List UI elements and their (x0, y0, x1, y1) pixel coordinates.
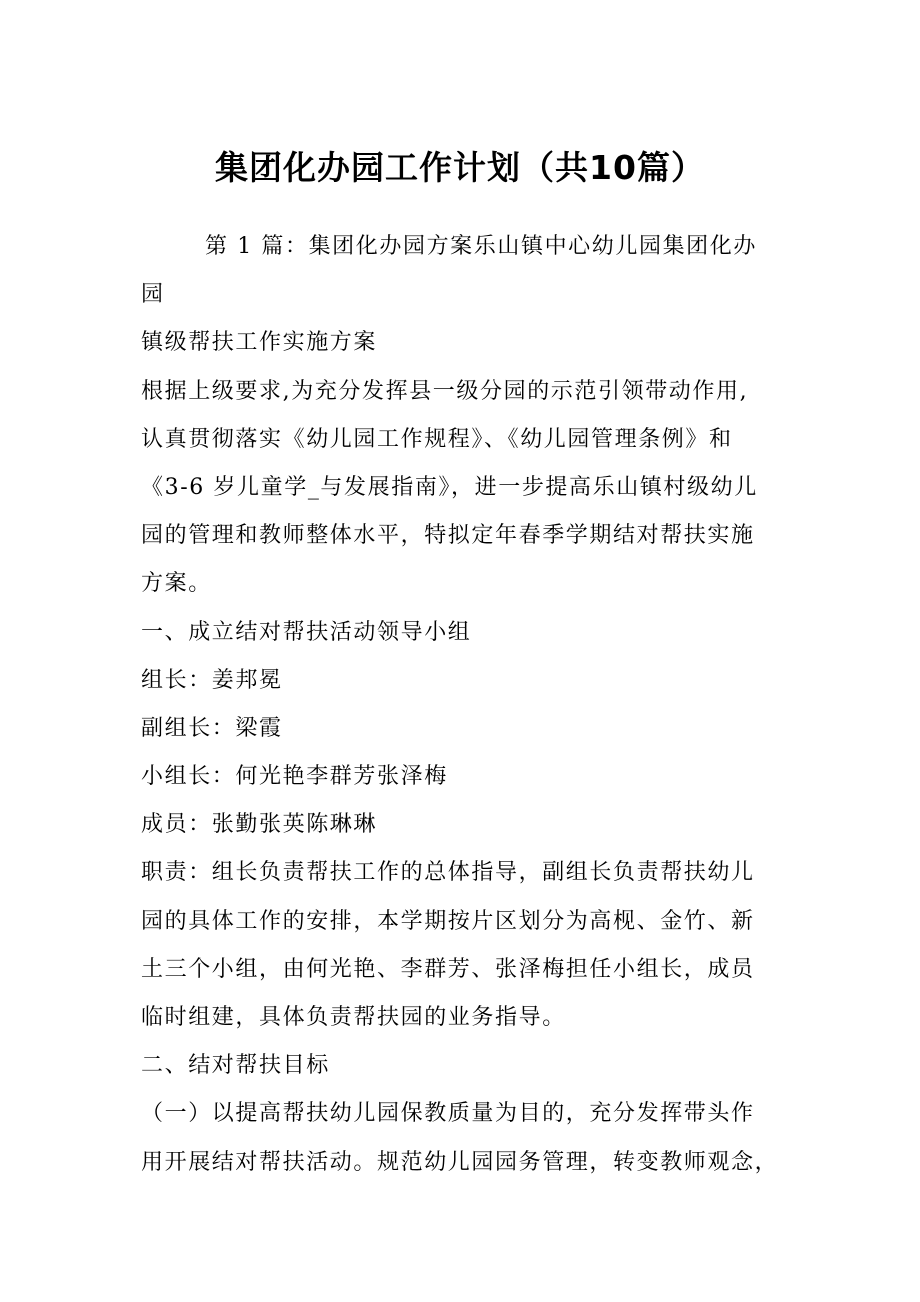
paragraph-line: 根据上级要求,为充分发挥县一级分园的示范引领带动作用, (141, 378, 749, 404)
paragraph-line: 方案。 (141, 571, 212, 597)
section-heading: 二、结对帮扶目标 (141, 1053, 330, 1079)
section-heading: 镇级帮扶工作实施方案 (141, 330, 378, 356)
document-body (141, 223, 786, 1187)
paragraph-line: 园的管理和教师整体水平，特拟定年春季学期结对帮扶实施 (141, 523, 755, 549)
list-item: 成员：张勤张英陈琳琳 (141, 812, 378, 838)
paragraph-line: 用开展结对帮扶活动。规范幼儿园园务管理，转变教师观念， (141, 1149, 779, 1175)
list-item: 组长：姜邦冕 (141, 667, 283, 693)
paragraph-line: 认真贯彻落实《幼儿园工作规程》、《幼儿园管理条例》和 (141, 426, 733, 452)
paragraph-line: 职责：组长负责帮扶工作的总体指导，副组长负责帮扶幼儿 (141, 860, 755, 886)
list-item: 小组长：何光艳李群芳张泽梅 (141, 764, 448, 790)
paragraph-line: 临时组建，具体负责帮扶园的业务指导。 (141, 1005, 566, 1030)
paragraph-line: 《3-6 岁儿童学_与发展指南》，进一步提高乐山镇村级幼儿 (141, 474, 758, 500)
paragraph-line: 园的具体工作的安排，本学期按片区划分为高枧、金竹、新 (141, 908, 755, 934)
list-item: 副组长：梁霞 (141, 715, 283, 741)
paragraph-line: 园 (141, 282, 165, 308)
paragraph-line: 土三个小组，由何光艳、李群芳、张泽梅担任小组长，成员 (141, 956, 755, 982)
paragraph-line: （一）以提高帮扶幼儿园保教质量为目的，充分发挥带头作 (141, 1101, 755, 1127)
paragraph-line: 第 1 篇：集团化办园方案乐山镇中心幼儿园集团化办 (205, 234, 757, 259)
document-title: 集团化办园工作计划（共10篇） (215, 148, 705, 187)
section-heading: 一、成立结对帮扶活动领导小组 (141, 619, 472, 645)
